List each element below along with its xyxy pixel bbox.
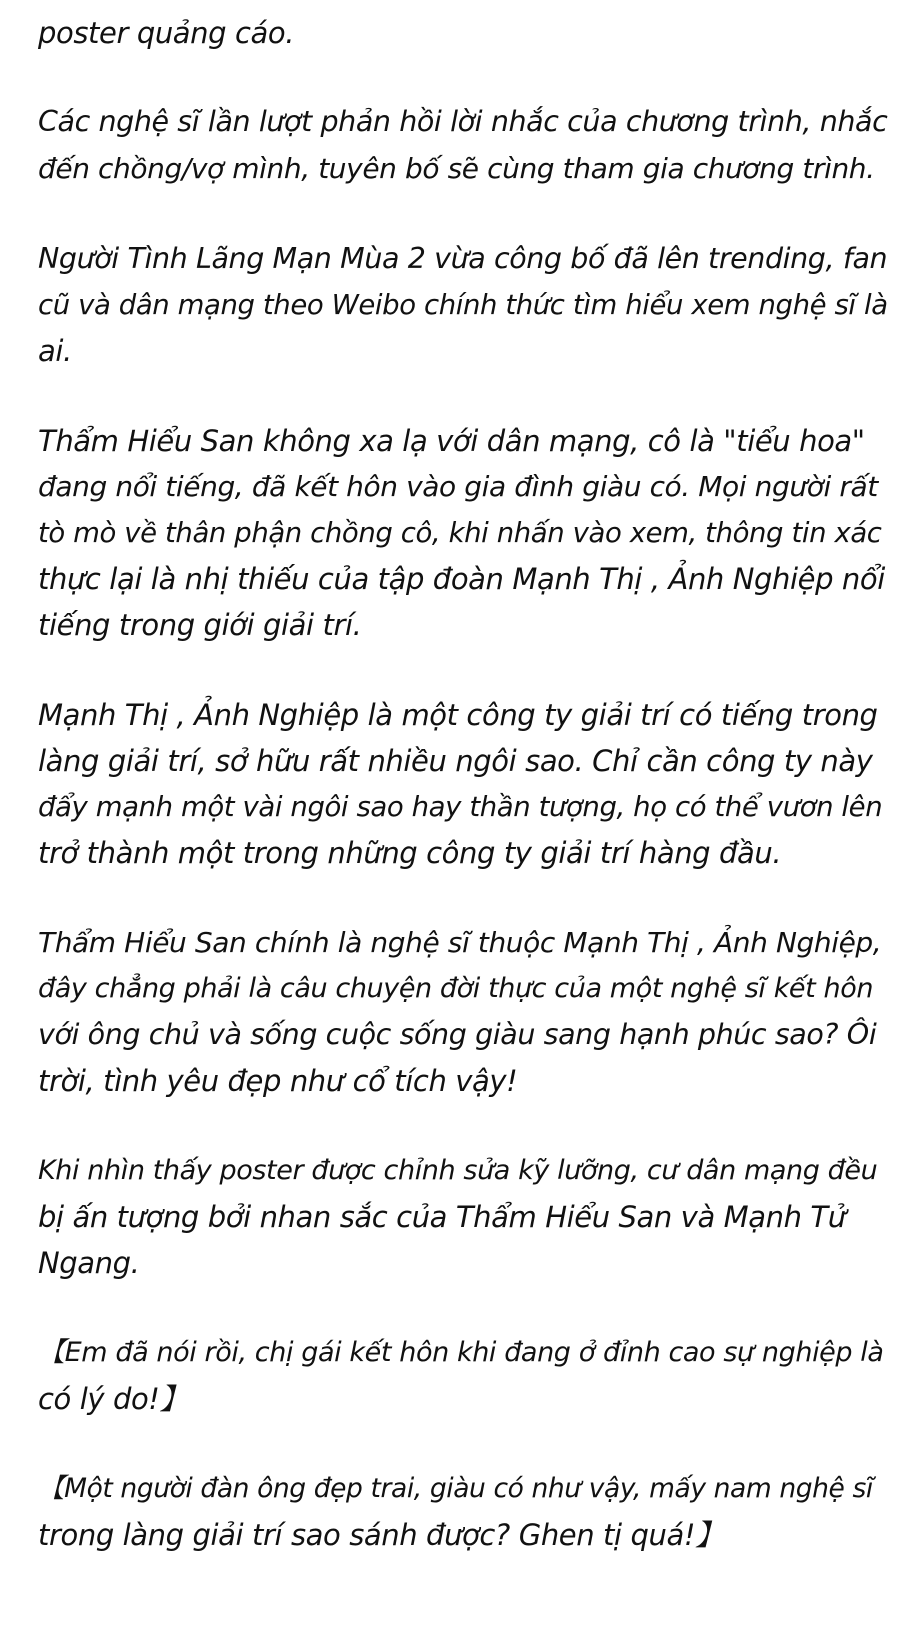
text-line: trời, tình yêu đẹp như cổ tích vậy! xyxy=(38,1064,518,1098)
text-line: Ngang. xyxy=(38,1246,140,1280)
text-line: đẩy mạnh một vài ngôi sao hay thần tượng, họ có thể vươn lên xyxy=(38,791,883,823)
text-line: Các nghệ sĩ lần lượt phản hồi lời nhắc của chương trình, nhắc xyxy=(38,105,888,138)
text-line: bị ấn tượng bởi nhan sắc của Thẩm Hiểu San và Mạnh Tử xyxy=(38,1200,846,1234)
text-line: có lý do!】 xyxy=(38,1382,189,1416)
text-line: Thẩm Hiểu San chính là nghệ sĩ thuộc Mạnh Thị , Ảnh Nghiệp, xyxy=(38,926,882,959)
text-line: tò mò về thân phận chồng cô, khi nhấn vào xem, thông tin xác xyxy=(38,517,882,549)
text-line: Mạnh Thị , Ảnh Nghiệp là một công ty giải trí có tiếng trong xyxy=(38,698,878,732)
text-line: thực lại là nhị thiếu của tập đoàn Mạnh Thị , Ảnh Nghiệp nổi xyxy=(38,562,885,596)
text-line: 【Một người đàn ông đẹp trai, giàu có như vậy, mấy nam nghệ sĩ xyxy=(38,1473,873,1504)
text-line: trở thành một trong những công ty giải trí hàng đầu. xyxy=(38,836,782,870)
text-line: đang nổi tiếng, đã kết hôn vào gia đình giàu có. Mọi người rất xyxy=(38,470,878,503)
text-line: tiếng trong giới giải trí. xyxy=(38,608,362,642)
text-line: Người Tình Lãng Mạn Mùa 2 vừa công bố đã lên trending, fan xyxy=(38,242,888,275)
text-line: đến chồng/vợ mình, tuyên bố sẽ cùng tham gia chương trình. xyxy=(38,152,875,185)
text-line: Khi nhìn thấy poster được chỉnh sửa kỹ lưỡng, cư dân mạng đều xyxy=(38,1155,878,1186)
text-line: với ông chủ và sống cuộc sống giàu sang hạnh phúc sao? Ôi xyxy=(38,1018,877,1051)
text-line: ai. xyxy=(38,334,72,368)
text-line: 【Em đã nói rồi, chị gái kết hôn khi đang ở đỉnh cao sự nghiệp là xyxy=(38,1337,884,1368)
text-line: Thẩm Hiểu San không xa lạ với dân mạng, cô là "tiểu hoa" xyxy=(38,424,865,458)
text-line: đây chẳng phải là câu chuyện đời thực của một nghệ sĩ kết hôn xyxy=(38,973,874,1004)
text-line: poster quảng cáo. xyxy=(38,16,295,50)
text-line: cũ và dân mạng theo Weibo chính thức tìm hiểu xem nghệ sĩ là xyxy=(38,289,888,321)
text-line: làng giải trí, sở hữu rất nhiều ngôi sao. Chỉ cần công ty này xyxy=(38,744,873,778)
text-line: trong làng giải trí sao sánh được? Ghen tị quá!】 xyxy=(38,1518,724,1552)
